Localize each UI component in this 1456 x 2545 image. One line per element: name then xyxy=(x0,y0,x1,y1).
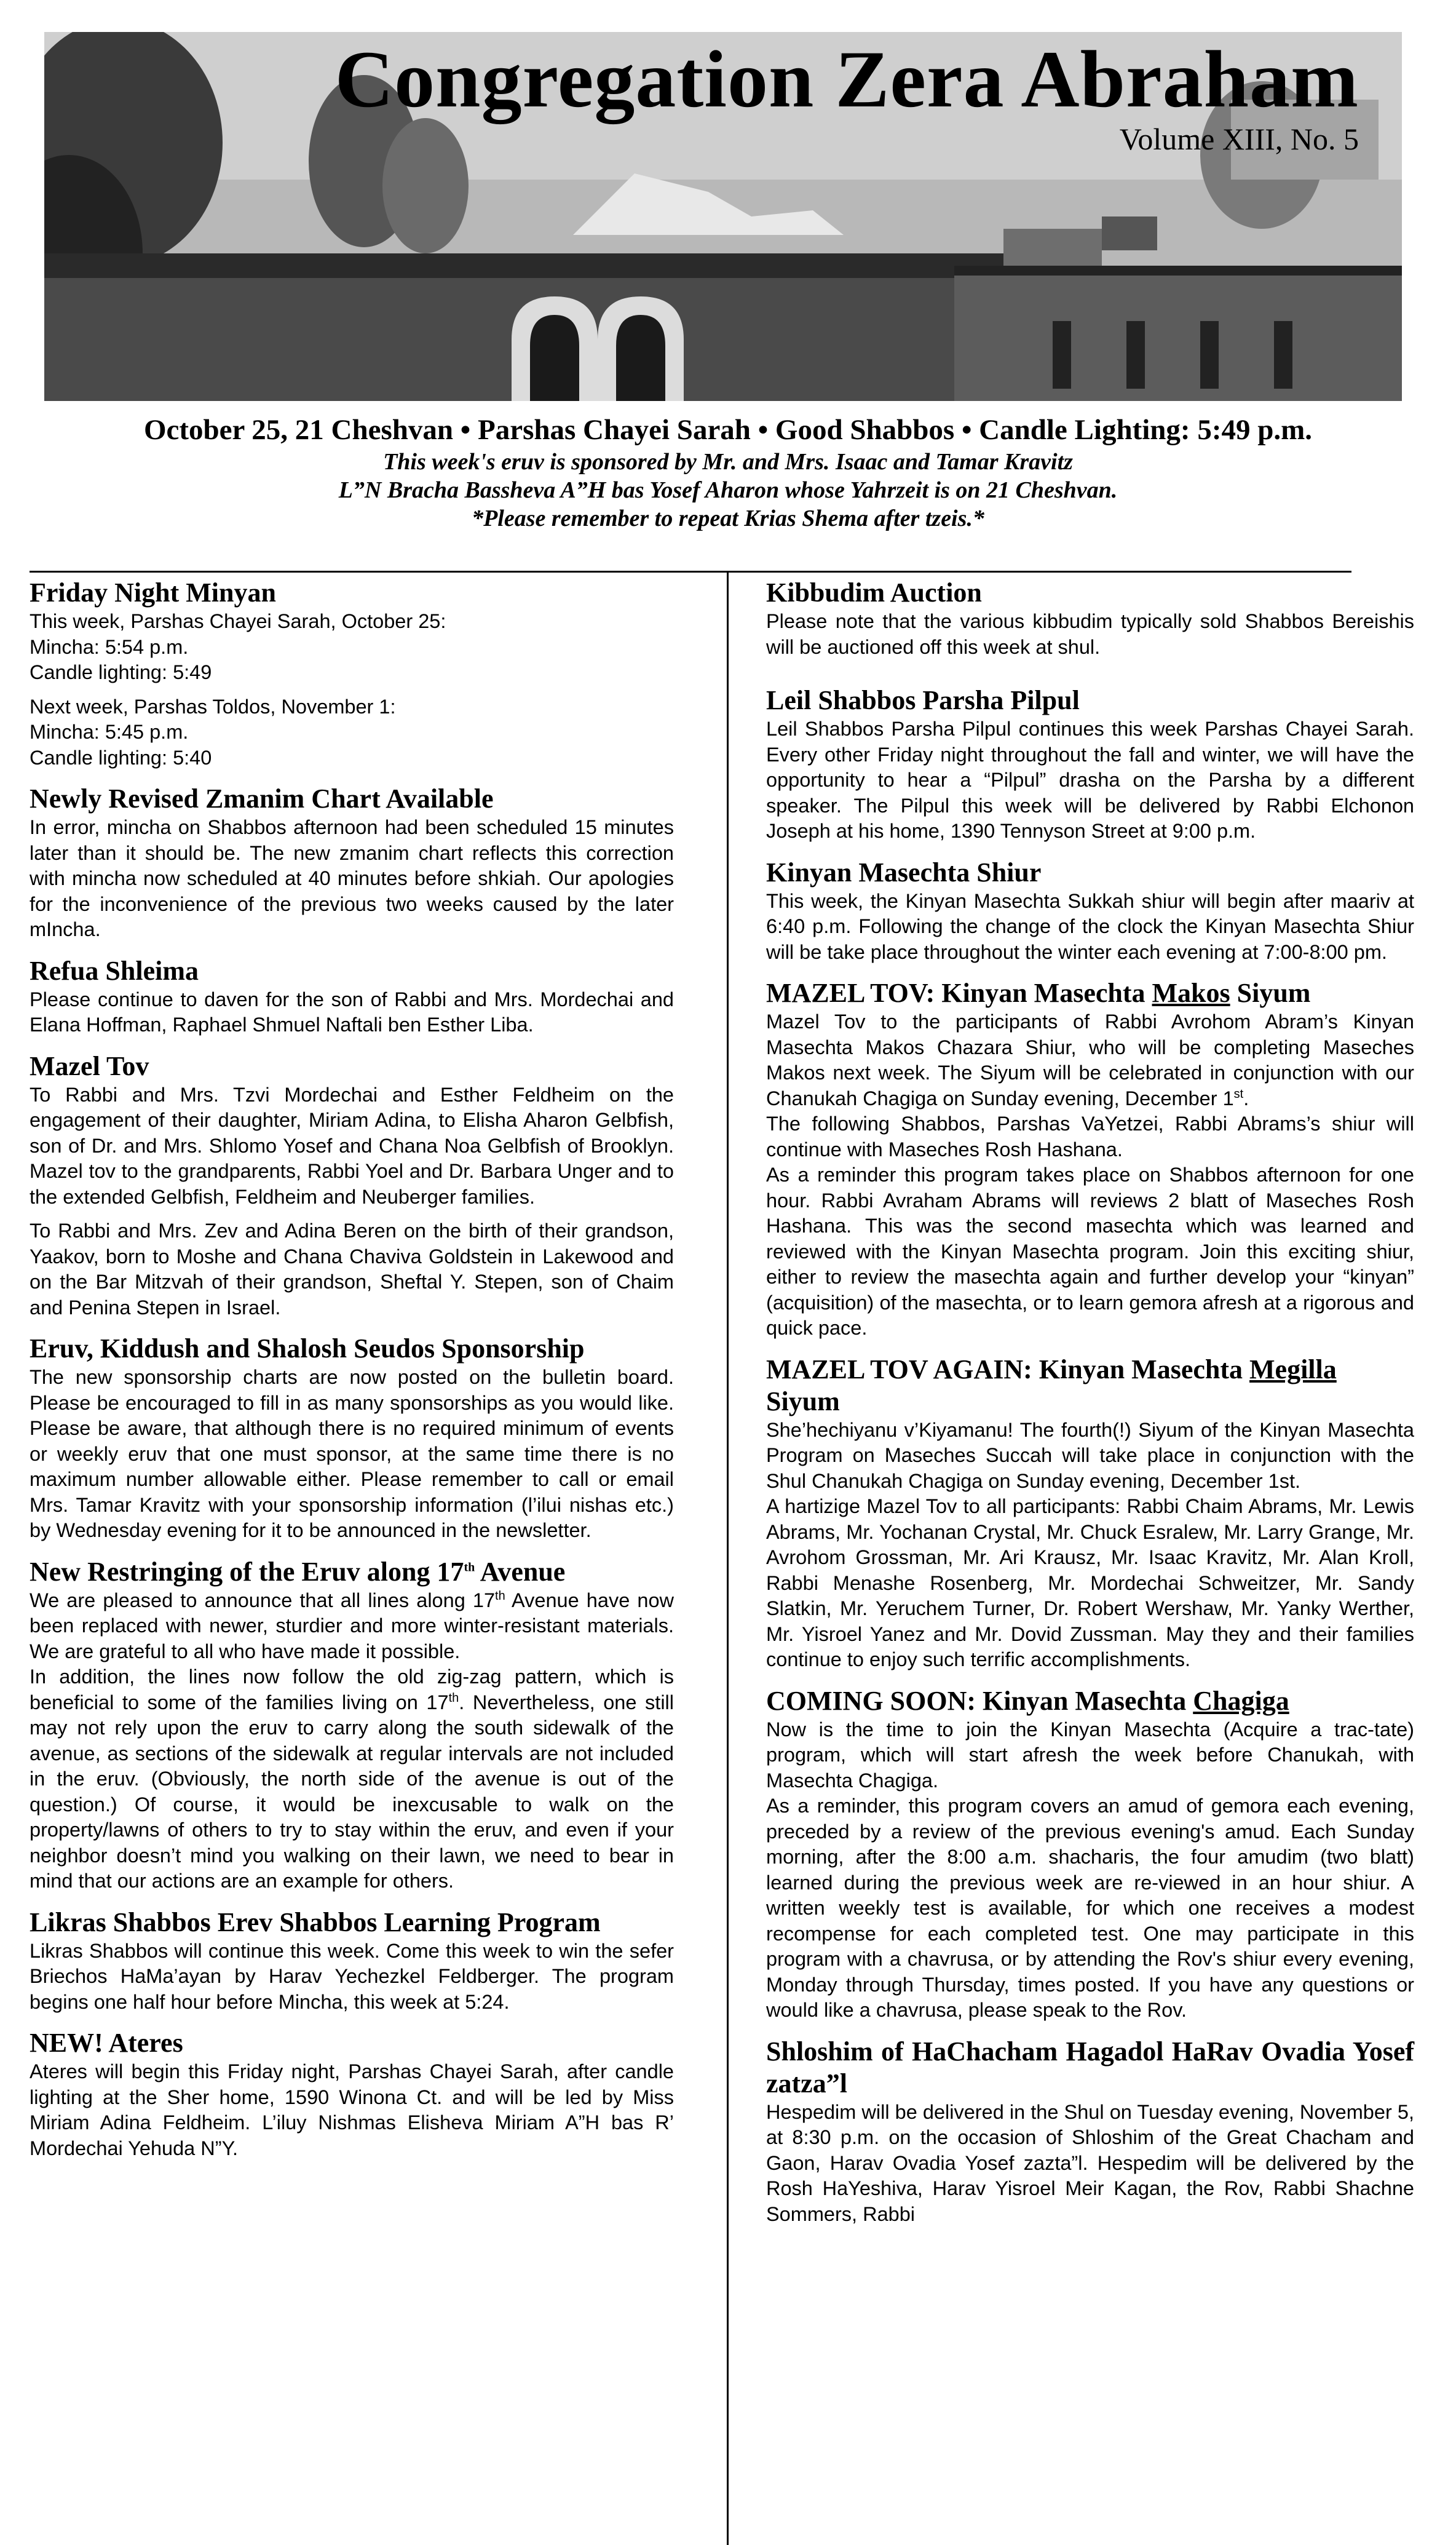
friday-night-minyan-section xyxy=(30,577,674,771)
text: . xyxy=(1243,1087,1249,1110)
heading-text: Siyum xyxy=(766,1386,840,1416)
kibbudim-auction-section xyxy=(766,577,1414,660)
section-heading: Kibbudim Auction xyxy=(766,578,982,608)
section-heading: Friday Night Minyan xyxy=(30,578,276,608)
section-heading xyxy=(766,1354,1414,1418)
left-column xyxy=(30,577,674,2174)
right-column xyxy=(766,577,1414,2239)
heading-text: Avenue xyxy=(475,1556,566,1587)
text: Avenue have now been replaced with newer, sturdier and more winter-resistant materials. We are grateful to all who have made it possible. xyxy=(30,1589,674,1662)
heading-text: Siyum xyxy=(1230,978,1311,1008)
section-heading: Refua Shleima xyxy=(30,955,199,986)
text: Mazel Tov to the participants of Rabbi Avrohom Abram’s Kinyan Masechta Makos Chazara Shiur, who will be completing Maseches Makos next week. The Siyum will be celebrated in conjunction with our Chanukah Chagiga on Sunday evening, December 1 xyxy=(766,1010,1414,1110)
paragraph: This week, the Kinyan Masechta Sukkah shiur will begin after maariv at 6:40 p.m. Following the change of the clock the Kinyan Masechta Shiur will be take place throughout the winter each evening at 7:00-8:00 pm. xyxy=(766,889,1414,963)
shloshim-section xyxy=(766,2036,1414,2228)
paragraph: Ateres will begin this Friday night, Parshas Chayei Sarah, after candle lighting at the Sher home, 1590 Winona Ct. and will be led by Miss Miriam Adina Feldheim. L’iluy Nishmas Elisheva Miriam A”H bas R’ Mordechai Yehuda N”Y. xyxy=(30,2060,674,2159)
paragraph: To Rabbi and Mrs. Zev and Adina Beren on the birth of their grandson, Yaakov, born to Moshe and Chana Chaviva Goldstein in Lakewood and on the Bar Mitzvah of their grandson, Sheftal Y. Stepen, son of Chaim and Penina Stepen in Israel. xyxy=(30,1220,674,1319)
text-line: This week, Parshas Chayei Sarah, October 25: xyxy=(30,610,446,632)
heading-underlined: Makos xyxy=(1152,978,1230,1008)
text-line: Next week, Parshas Toldos, November 1: xyxy=(30,695,396,718)
paragraph: In error, mincha on Shabbos afternoon had been scheduled 15 minutes later than it should be. The new zmanim chart reflects this correction with mincha now scheduled at 40 minutes before shkiah. Our apologies for the inconvenience of the previous two weeks caused by the later mIncha. xyxy=(30,816,674,940)
text: . Nevertheless, one still may not rely upon the eruv to carry along the south sidewalk of the avenue, as sections of the sidewalk at regular intervals are not included in the eruv. (Obviously, the north side of the avenue is out of the question.) Of course, it would be inexcusable to walk on the property/lawns of others to try to stay within the eruv, and even if your neighbor doesn’t mind you walking on their lawn, we need to bear in mind that our actions are an example for others. xyxy=(30,1691,674,1892)
text-line: Mincha: 5:45 p.m. xyxy=(30,721,189,743)
paragraph: Now is the time to join the Kinyan Masechta (Acquire a trac-tate) program, which will start afresh the week before Chanukah, with Masechta Chagiga. xyxy=(766,1718,1414,1792)
text-line: Candle lighting: 5:40 xyxy=(30,746,212,769)
eruv-sponsor-line: This week's eruv is sponsored by Mr. and Mrs. Isaac and Tamar Kravitz xyxy=(383,449,1073,475)
horizontal-divider xyxy=(30,571,1351,573)
superscript: th xyxy=(495,1589,505,1603)
chagiga-section xyxy=(766,1685,1414,2023)
superscript: th xyxy=(464,1560,475,1574)
section-heading xyxy=(766,977,1414,1009)
superscript: th xyxy=(448,1691,459,1705)
paragraph: To Rabbi and Mrs. Tzvi Mordechai and Esther Feldheim on the engagement of their daughter, Miriam Adina, to Elisha Aharon Gelbfish, son of Dr. and Mrs. Shlomo Yosef and Chana Noa Gelbfish of Brooklyn. Mazel tov to the grandparents, Rabbi Yoel and Dr. Barbara Unger and to the extended Gelbfish, Feldheim and Neuberger families. xyxy=(30,1083,674,1208)
volume-number: Volume XIII, No. 5 xyxy=(1119,122,1359,156)
text-line: Mincha: 5:54 p.m. xyxy=(30,635,189,658)
paragraph: Please note that the various kibbudim typically sold Shabbos Bereishis will be auctioned off this week at shul. xyxy=(766,610,1414,658)
heading-underlined: Megilla xyxy=(1249,1354,1337,1384)
text-line: Candle lighting: 5:49 xyxy=(30,661,212,683)
sponsorship-section xyxy=(30,1333,674,1544)
section-heading: Likras Shabbos Erev Shabbos Learning Program xyxy=(30,1907,601,1937)
mazel-tov-section xyxy=(30,1050,674,1321)
heading-underlined: Chagiga xyxy=(1193,1685,1289,1716)
yahrzeit-line: L”N Bracha Bassheva A”H bas Yosef Aharon whose Yahrzeit is on 21 Cheshvan. xyxy=(338,477,1118,503)
likras-shabbos-section xyxy=(30,1907,674,2015)
paragraph: She’hechiyanu v’Kiyamanu! The fourth(!) Siyum of the Kinyan Masechta Program on Maseches Succah will take place in conjunction with the Shul Chanukah Chagiga on Sunday evening, December 1st. xyxy=(766,1418,1414,1492)
section-heading: Leil Shabbos Parsha Pilpul xyxy=(766,685,1080,715)
section-heading: Kinyan Masechta Shiur xyxy=(766,857,1042,887)
heading-text: COMING SOON: Kinyan Masechta xyxy=(766,1685,1193,1716)
eruv-restringing-section xyxy=(30,1556,674,1894)
section-heading: Shloshim of HaChacham Hagadol HaRav Ovadia Yosef zatza”l xyxy=(766,2036,1414,2098)
ateres-section xyxy=(30,2027,674,2161)
section-heading: Newly Revised Zmanim Chart Available xyxy=(30,784,494,814)
paragraph xyxy=(30,1588,674,1665)
text: In addition, the lines now follow the old zig-zag pattern, which is beneficial to some of the families living on 17 xyxy=(30,1666,674,1713)
heading-text: New Restringing of the Eruv along 17 xyxy=(30,1556,464,1587)
newsletter-title: Congregation Zera Abraham xyxy=(334,34,1359,124)
megilla-siyum-section xyxy=(766,1354,1414,1673)
paragraph: Hespedim will be delivered in the Shul on Tuesday evening, November 5, at 8:30 p.m. on the occasion of Shloshim of the Great Chacham and Gaon, Harav Ovadia Yosef zazta”l. Hespedim will be delivered by the Rosh HaYeshiva, Harav Yisroel Meir Kagan, the Rov, Rabbi Shachne Sommers, Rabbi xyxy=(766,2100,1414,2225)
paragraph: As a reminder, this program covers an amud of gemora each evening, preceded by a review of the previous evening's amud. Each Sunday morning, after the 8:00 a.m. shacharis, the four amudim (two blatt) learned during the previous week are re-viewed in an hour shiur. A written weekly test is available, for which one receives a modest recompense for each completed test. One may participate in this program with a chavrusa, or by attending the Rov's shiur every evening, Monday through Thursday, times posted. If you have any questions or would like a chavrusa, please speak to the Rov. xyxy=(766,1795,1414,2021)
heading-text: MAZEL TOV AGAIN: Kinyan Masechta xyxy=(766,1354,1250,1384)
paragraph xyxy=(30,1664,674,1894)
section-heading: Eruv, Kiddush and Shalosh Seudos Sponsorship xyxy=(30,1333,585,1364)
parsha-pilpul-section xyxy=(766,685,1414,844)
superscript: st xyxy=(1233,1087,1244,1101)
paragraph: Likras Shabbos will continue this week. Come this week to win the sefer Briechos HaMa’ayan by Harav Yechezkel Feldberger. The program begins one half hour before Mincha, this week at 5:24. xyxy=(30,1939,674,2013)
text: We are pleased to announce that all lines along 17 xyxy=(30,1589,496,1611)
paragraph: The new sponsorship charts are now posted on the bulletin board. Please be encouraged to fill in as many sponsorships as you would like. Please be aware, that although there is no required minimum of events or weekly eruv that one must sponsor, at the same time there is no maximum number allowable either. Please remember to call or email Mrs. Tamar Kravitz with your sponsorship information (l’ilui nishas etc.) by Wednesday evening for it to be announced in the newsletter. xyxy=(30,1366,674,1541)
section-heading: Mazel Tov xyxy=(30,1050,149,1081)
heading-text: MAZEL TOV: Kinyan Masechta xyxy=(766,978,1152,1008)
date-banner xyxy=(0,412,1456,533)
masthead-photo xyxy=(44,32,1402,401)
krias-shema-reminder: *Please remember to repeat Krias Shema after tzeis.* xyxy=(472,506,984,531)
paragraph: A hartizige Mazel Tov to all participants: Rabbi Chaim Abrams, Mr. Lewis Abrams, Mr. Yochanan Crystal, Mr. Chuck Esralew, Mr. Larry Grange, Mr. Avrohom Grossman, Mr. Ari Krausz, Mr. Isaac Kravitz, Mr. Alan Kroll, Rabbi Menashe Rosenberg, Mr. Mordechai Schweitzer, Mr. Sandy Slatkin, Mr. Yeruchem Turner, Dr. Robert Wershaw, Mr. Yanky Werther, Mr. Yisroel Yanez and Mr. Dovid Zussman. May they and their families continue to enjoy such terrific accomplishments. xyxy=(766,1495,1414,1670)
section-heading xyxy=(30,1556,674,1588)
section-heading: NEW! Ateres xyxy=(30,2028,183,2058)
section-heading xyxy=(766,1685,1414,1717)
date-line: October 25, 21 Cheshvan • Parshas Chayei Sarah • Good Shabbos • Candle Lighting: 5:49 p.m. xyxy=(143,414,1313,446)
paragraph xyxy=(766,1009,1414,1111)
paragraph: Please continue to daven for the son of Rabbi and Mrs. Mordechai and Elana Hoffman, Raphael Shmuel Naftali ben Esther Liba. xyxy=(30,988,674,1036)
kinyan-masechta-shiur-section xyxy=(766,857,1414,966)
paragraph: As a reminder this program takes place on Shabbos afternoon for one hour. Rabbi Avraham Abrams will reviews 2 blatt of Maseches Rosh Hashana. This was the second masechta which was learned and reviewed with the Kinyan Masechta program. Join this exciting shiur, either to review the masechta again and further develop your “kinyan” (acquisition) of the masechta, or to learn gemora afresh at a rigorous and quick pace. xyxy=(766,1164,1414,1339)
makos-siyum-section xyxy=(766,977,1414,1341)
refua-shleima-section xyxy=(30,955,674,1038)
paragraph: Leil Shabbos Parsha Pilpul continues this week Parshas Chayei Sarah. Every other Friday night throughout the fall and winter, we will have the opportunity to hear a “Pilpul” drasha on the Parsha by a different speaker. The Pilpul this week will be delivered by Rabbi Elchonon Joseph at his home, 1390 Tennyson Street at 9:00 p.m. xyxy=(766,718,1414,842)
paragraph: The following Shabbos, Parshas VaYetzei, Rabbi Abrams’s shiur will continue with Maseches Rosh Hashana. xyxy=(766,1113,1414,1161)
zmanim-section xyxy=(30,783,674,943)
column-divider xyxy=(727,571,729,2545)
